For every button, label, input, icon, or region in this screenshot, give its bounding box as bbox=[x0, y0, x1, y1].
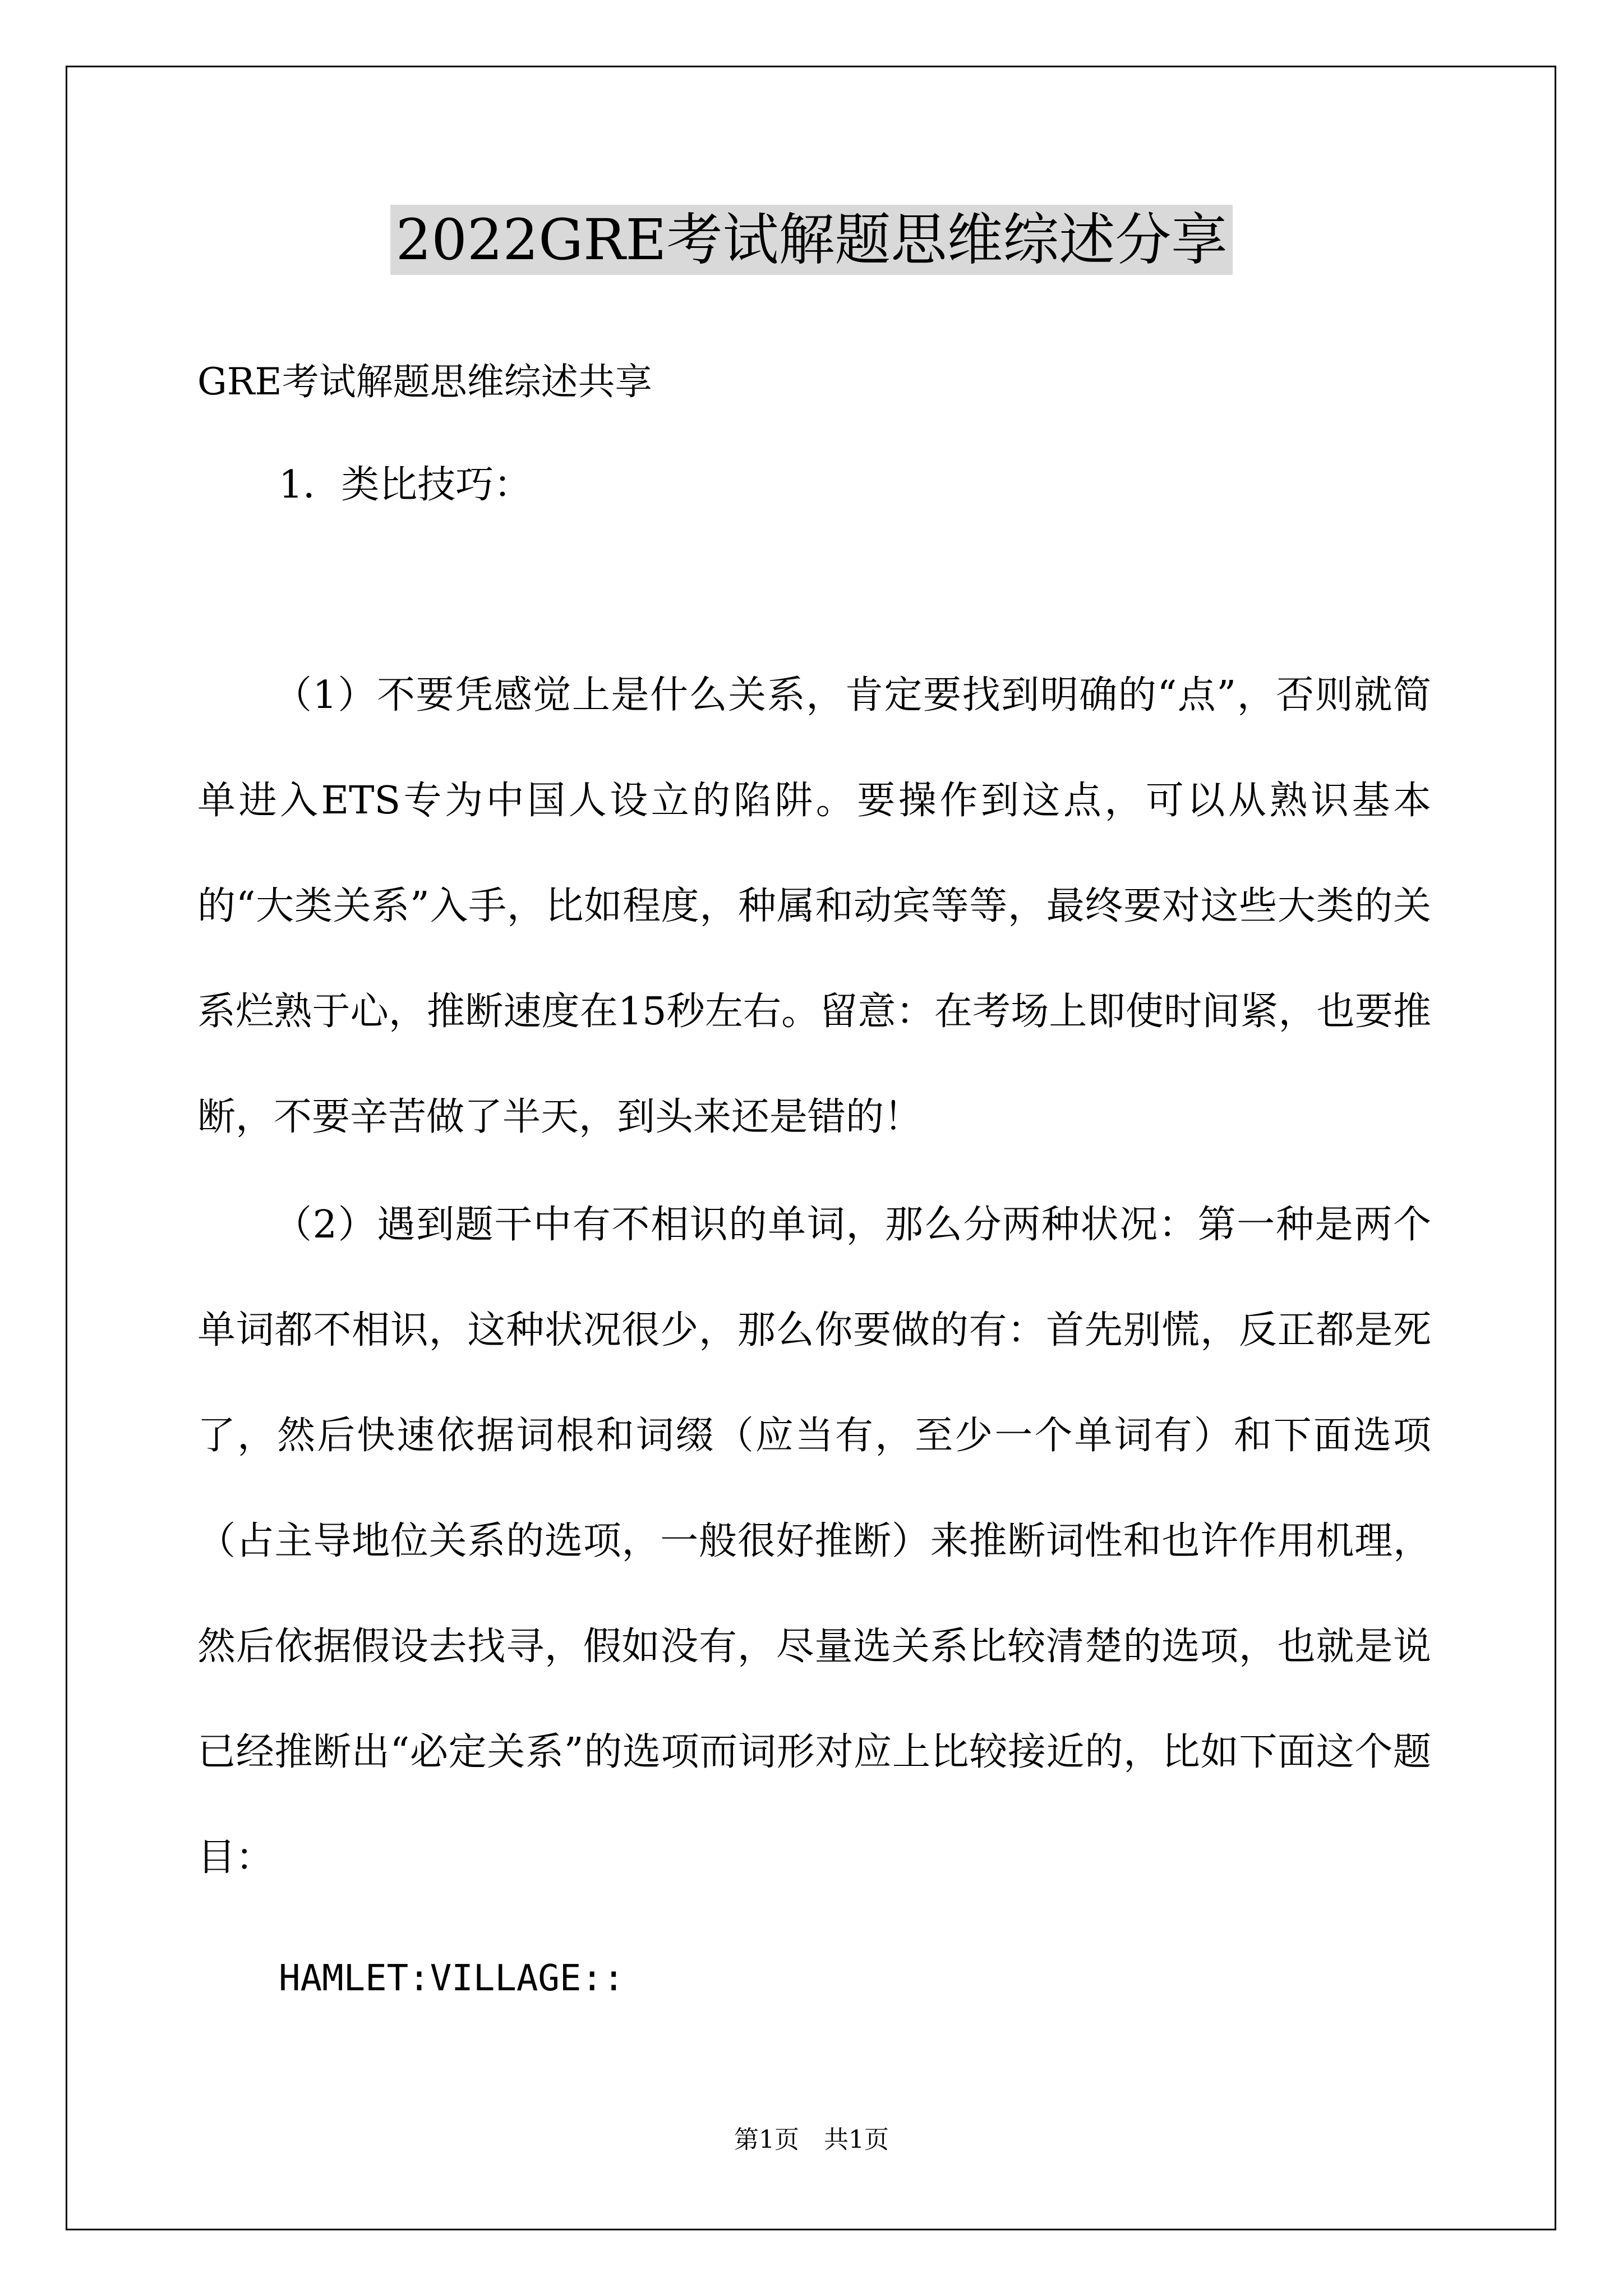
page-footer: 第1页 共1页 bbox=[734, 2125, 889, 2154]
example-question: HAMLET:VILLAGE:: bbox=[279, 1958, 625, 1999]
paragraph-2: （2）遇到题干中有不相识的单词，那么分两种状况：第一种是两个单词都不相识，这种状况很少，那么你要做的有：首先别慌，反正都是死了，然后快速依据词根和词缀（应当有，至少一个单词有）和下面选项（占主导地位关系的选项，一般很好推断）来推断词性和也许作用机理，然后依据假设去找寻，假如没有，尽量选关系比较清楚的选项，也就是说已经推断出“必定关系”的选项而词形对应上比较接近的，比如下面这个题目： bbox=[197, 1203, 1431, 1880]
section-heading: 1．类比技巧： bbox=[279, 463, 532, 507]
document-title bbox=[0, 201, 1623, 279]
document-subtitle: GRE考试解题思维综述共享 bbox=[197, 360, 652, 403]
document-title-text: 2022GRE考试解题思维综述分享 bbox=[390, 205, 1233, 275]
paragraph-1: （1）不要凭感觉上是什么关系，肯定要找到明确的“点”，否则就简单进入ETS专为中国人设立的陷阱。要操作到这点，可以从熟识基本的“大类关系”入手，比如程度，种属和动宾等等，最终要对这些大类的关系烂熟于心，推断速度在15秒左右。留意：在考场上即使时间紧，也要推断，不要辛苦做了半天，到头来还是错的！ bbox=[197, 673, 1431, 1139]
